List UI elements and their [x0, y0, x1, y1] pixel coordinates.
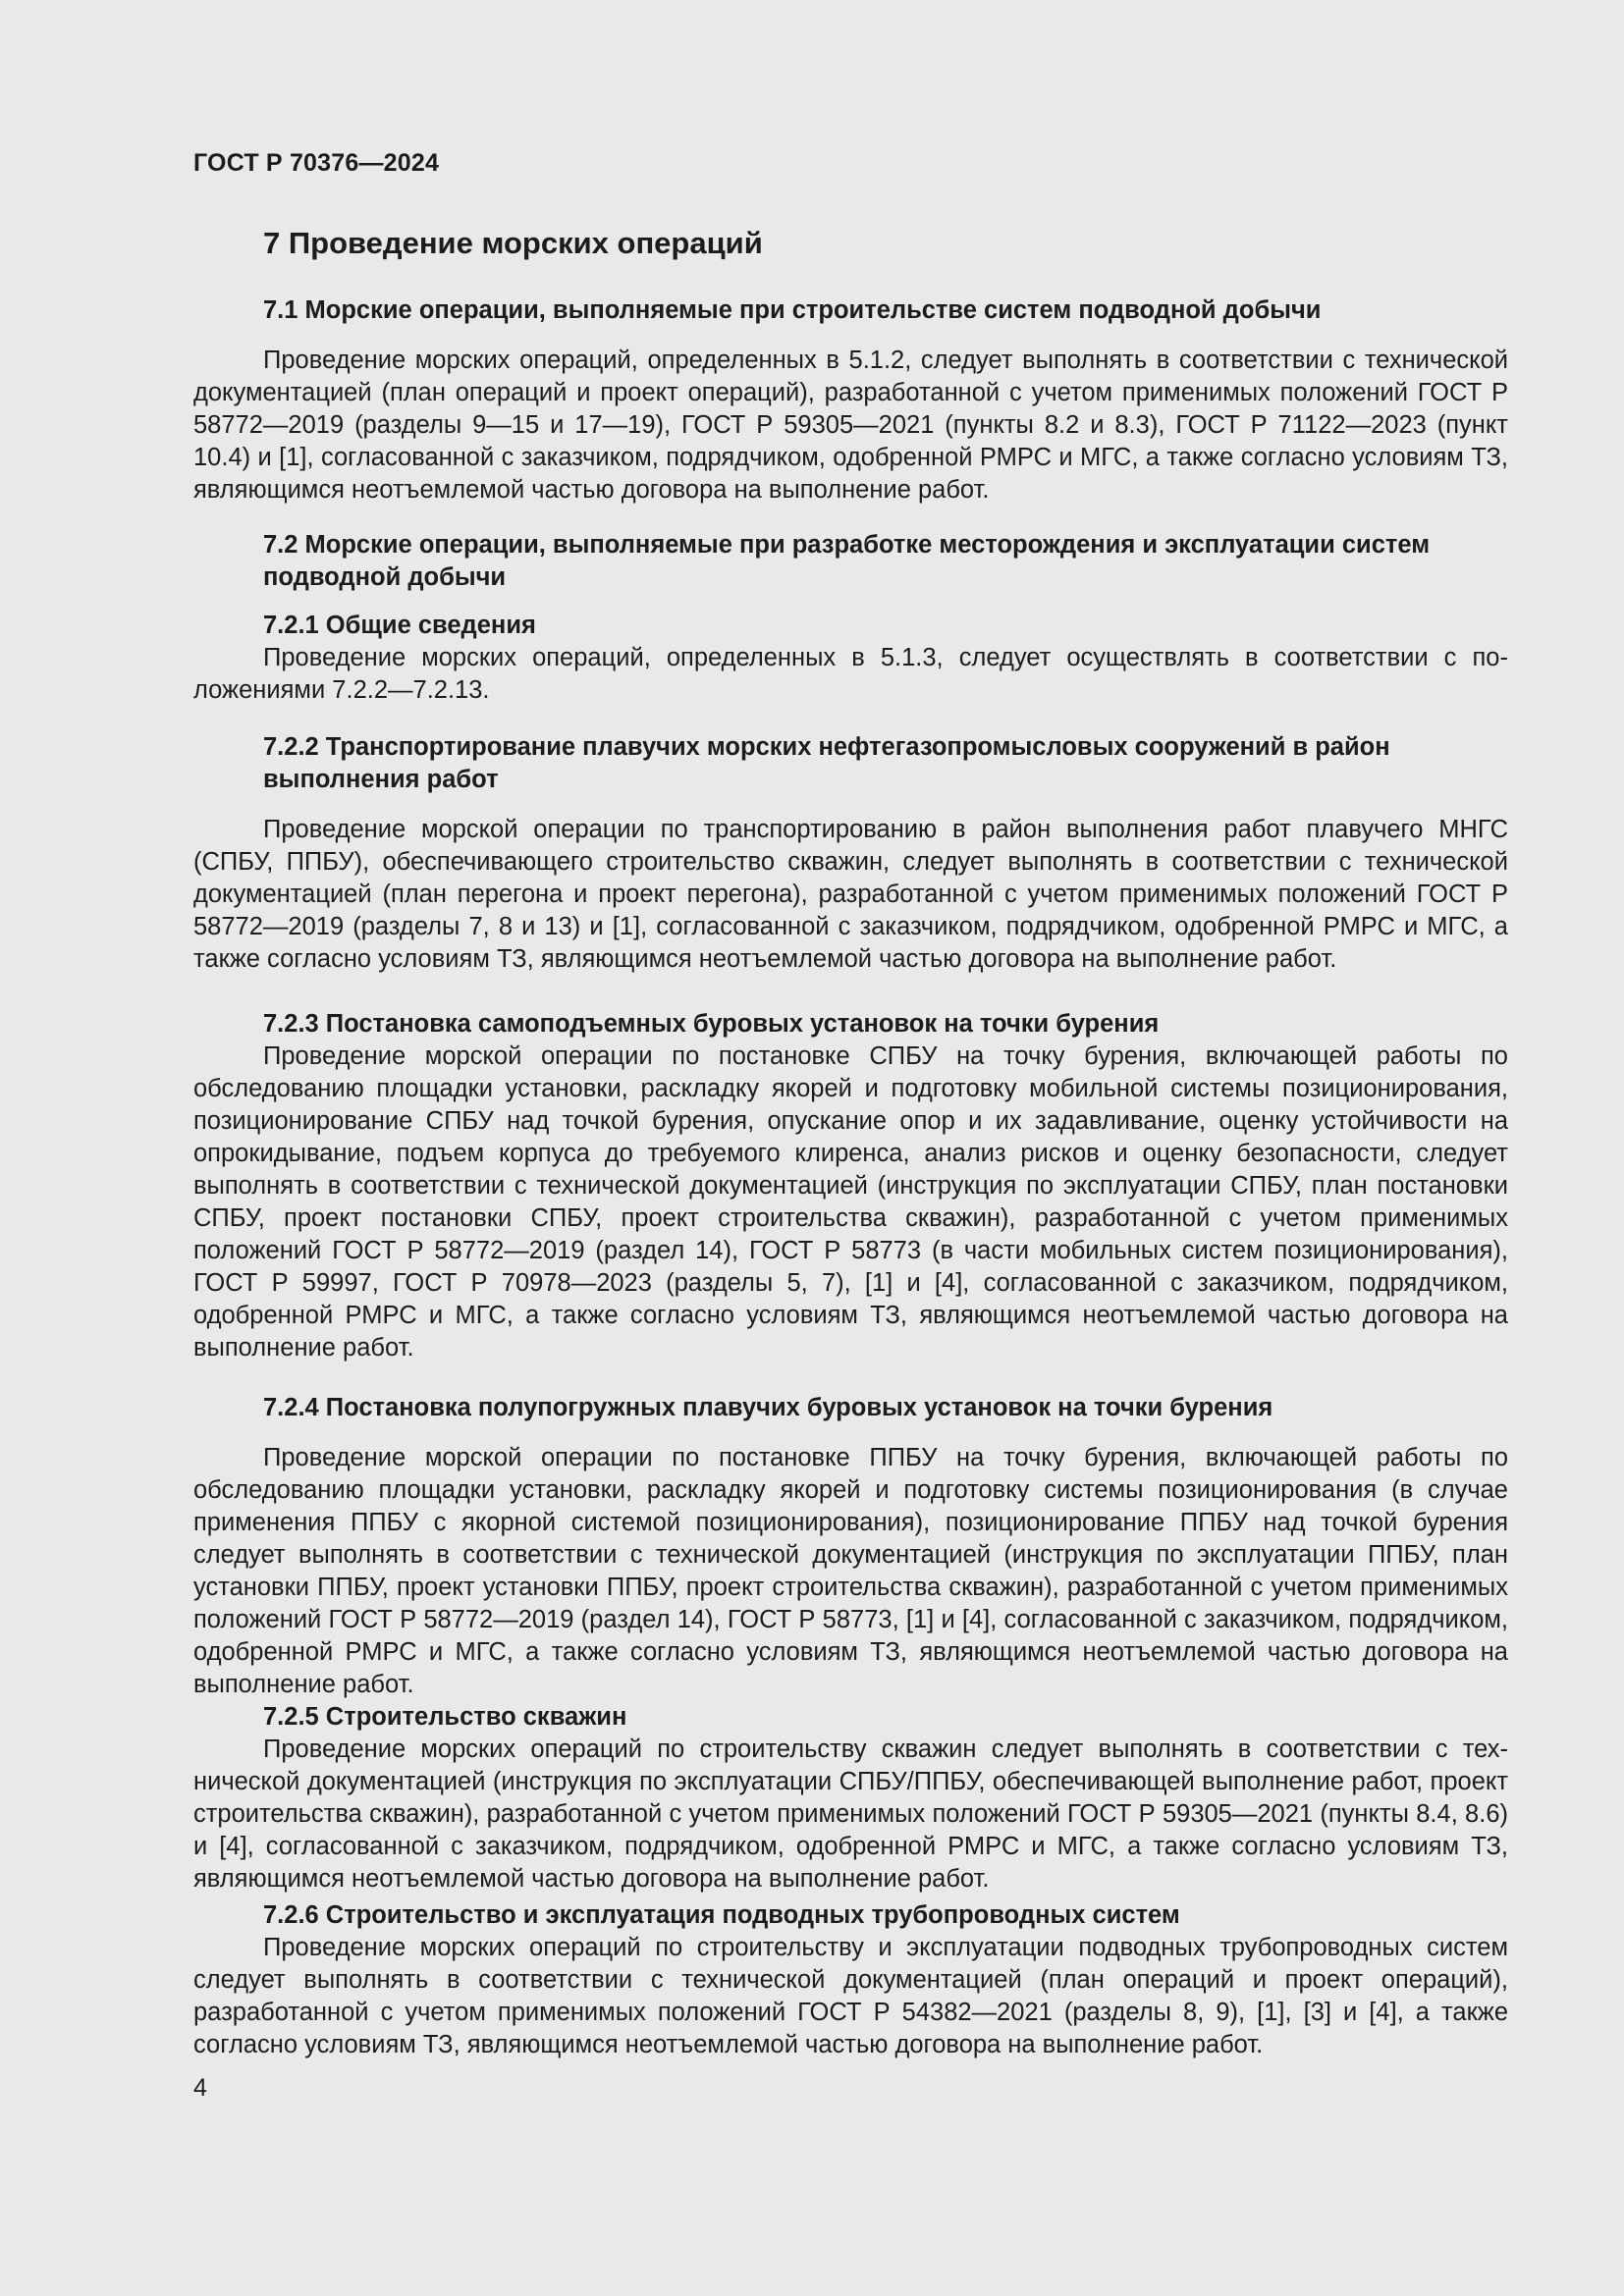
page-number: 4 — [193, 2074, 207, 2102]
section-7-2-4 — [193, 1392, 1508, 1701]
heading-7-2-4: 7.2.4 Постановка полупогружных плавучих буровых установок на точки бурения — [263, 1394, 1273, 1421]
heading-7-2-6: 7.2.6 Строительство и эксплуатация подводных трубопроводных систем — [263, 1901, 1180, 1929]
paragraph-7-2-3: Проведение морской операции по постановке СПБУ на точку бурения, включающей работы по обследованию площадки установки, раскладку якорей и подготовку мобильной системы позиционирования, позиционирование СПБУ над точкой бурения, опускание опор и их задавливание, оценку устойчивости на опрокидывание, подъем корпуса до требуемого клиренса, анализ рисков и оценку безопасности, следует выполнять в соответствии с технической документацией (инструкция по эксплуатации СПБУ, план постановки СПБУ, проект постановки СПБУ, проект строительства скважин), разработанной с учетом применимых положений ГОСТ Р 58772—2019 (раздел 14), ГОСТ Р 58773 (в части мобильных систем позиционирования), ГОСТ Р 59997, ГОСТ Р 70978—2023 (разделы 5, 7), [1] и [4], согласованной с заказчиком, подрядчиком, одобренной РМРС и МГС, а также согласно условиям ТЗ, являющимся неотъемлемой частью договора на выполнение работ. — [193, 1042, 1508, 1362]
heading-7-2-5: 7.2.5 Строительство скважин — [263, 1703, 627, 1731]
paragraph-7-2-4: Проведение морской операции по постановке ППБУ на точку бурения, включающей работы по обследованию площадки установки, раскладку якорей и подготовку системы позиционирования (в случае применения ППБУ с якорной системой позиционирования), позиционирование ППБУ над точкой бурения следует выполнять в соответствии с технической документацией (инструкция по эксплуатации ППБУ, план установки ППБУ, проект установки ППБУ, проект строительства скважин), разработанной с учетом применимых положений ГОСТ Р 58772—2019 (раздел 14), ГОСТ Р 58773, [1] и [4], согласованной с заказчиком, подрядчиком, одобренной РМРС и МГС, а также согласно условиям ТЗ, являющимся неотъемлемой частью договора на выполнение работ. — [193, 1444, 1508, 1698]
document-page — [193, 0, 1508, 2296]
section-7-2-1 — [193, 610, 1508, 707]
section-7-2-2 — [193, 731, 1508, 976]
section-7-1 — [193, 294, 1508, 507]
heading-7-2-1: 7.2.1 Общие сведения — [263, 612, 536, 639]
paragraph-7-2-6: Проведение морских операций по строительству и эксплуатации подводных трубопроводных систем следует выполнять в соответствии с технической документацией (план операций и проект операций), разработанной с учетом применимых положений ГОСТ Р 54382—2021 (разделы 8, 9), [1], [3] и [4], а также согласно условиям ТЗ, являющимся неотъемлемой частью договора на выполнение работ. — [193, 1934, 1508, 2058]
section-title: 7 Проведение морских операций — [263, 226, 763, 260]
section-7-2-3 — [193, 1008, 1508, 1364]
paragraph-7-2-5: Проведение морских операций по строительству скважин следует выполнять в соответствии с технической документацией (инструкция по эксплуатации СПБУ/ППБУ, обеспечивающей выполнение работ, проект строительства скважин), разработанной с учетом применимых положений ГОСТ Р 59305—2021 (пункты 8.4, 8.6) и [4], согласованной с заказчиком, подрядчиком, одобренной РМРС и МГС, а также согласно условиям ТЗ, являющимся неотъемлемой частью договора на выполнение работ. — [193, 1735, 1508, 1893]
heading-7-1: 7.1 Морские операции, выполняемые при строительстве систем подводной добычи — [263, 296, 1322, 324]
section-7-2-5 — [193, 1701, 1508, 1896]
section-7-2-6 — [193, 1899, 1508, 2061]
heading-7-2-2: 7.2.2 Транспортирование плавучих морских нефтегазопромысловых сооружений в район выполнения работ — [263, 733, 1390, 793]
document-header: ГОСТ Р 70376—2024 — [193, 149, 440, 177]
paragraph-7-2-1: Проведение морских операций, определенных в 5.1.3, следует осуществлять в соответствии с положениями 7.2.2—7.2.13. — [193, 644, 1508, 704]
section-7-2 — [193, 529, 1508, 594]
paragraph-7-2-2: Проведение морской операции по транспортированию в район выполнения работ плавучего МНГС (СПБУ, ППБУ), обеспечивающего строительство скважин, следует выполнять в соответствии с технической документацией (план перегона и проект перегона), разработанной с учетом применимых положений ГОСТ Р 58772—2019 (разделы 7, 8 и 13) и [1], согласованной с заказчиком, подрядчиком, одобренной РМРС и МГС, а также согласно условиям ТЗ, являющимся неотъемлемой частью договора на выполнение работ. — [193, 816, 1508, 973]
heading-7-2: 7.2 Морские операции, выполняемые при разработке месторождения и эксплуатации систем подводной добычи — [263, 531, 1431, 591]
heading-7-2-3: 7.2.3 Постановка самоподъемных буровых установок на точки бурения — [263, 1010, 1160, 1038]
paragraph-7-1: Проведение морских операций, определенных в 5.1.2, следует выполнять в соответствии с технической документацией (план операций и проект операций), разработанной с учетом применимых положений ГОСТ Р 58772—2019 (разделы 9—15 и 17—19), ГОСТ Р 59305—2021 (пункты 8.2 и 8.3), ГОСТ Р 71122—2023 (пункт 10.4) и [1], согласованной с заказчиком, подрядчиком, одобренной РМРС и МГС, а также согласно условиям ТЗ, являющимся неотъемлемой частью договора на выполнение работ. — [193, 347, 1508, 504]
